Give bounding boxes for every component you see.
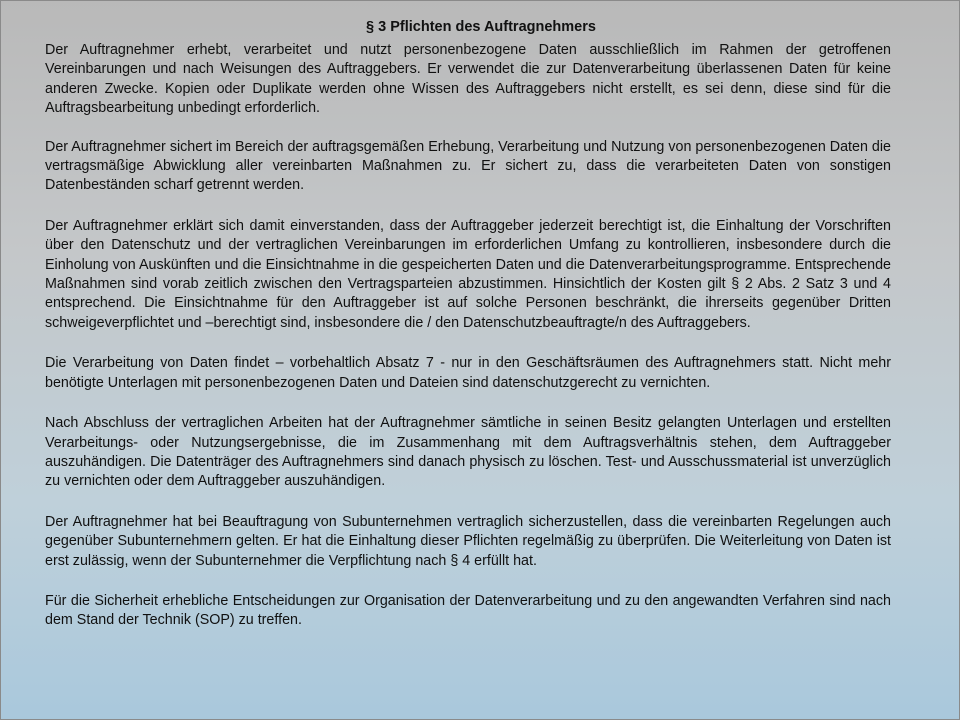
paragraph-3: Der Auftragnehmer erklärt sich damit einverstanden, dass der Auftraggeber jederzeit berechtigt ist, die Einhaltung der Vorschriften über den Datenschutz und der vertraglichen Vereinbarungen im erforderlichen Umfang zu kontrollieren, insbesondere durch die Einholung von Auskünften und die Einsichtnahme in die gespeicherten Daten und die Datenverarbeitungsprogramme. Entsprechende Maßnahmen sind vorab zeitlich zwischen den Vertragsparteien abzustimmen. Hinsichtlich der Kosten gilt § 2 Abs. 2 Satz 3 und 4 entsprechend. Die Einsichtnahme für den Auftraggeber ist auf solche Personen beschränkt, die ihrerseits gegenüber Dritten schweigeverpflichtet und –berechtigt sind, insbesondere die / den Datenschutzbeauftragte/n des Auftraggebers. [45, 217, 891, 331]
section-title: § 3 Pflichten des Auftragnehmers [366, 19, 596, 35]
paragraph-6: Der Auftragnehmer hat bei Beauftragung von Subunternehmen vertraglich sicherzustellen, dass die vereinbarten Regelungen auch gegenüber Subunternehmern gelten. Er hat die Einhaltung dieser Pflichten regelmäßig zu überprüfen. Die Weiterleitung von Daten ist erst zulässig, wenn der Subunternehmer die Verpflichtung nach § 4 erfüllt hat. [45, 513, 891, 569]
section-body [45, 41, 891, 652]
paragraph-1: Der Auftragnehmer erhebt, verarbeitet und nutzt personenbezogene Daten ausschließlich im Rahmen der getroffenen Vereinbarungen und nach Weisungen des Auftraggebers. Er verwendet die zur Datenverarbeitung überlassenen Daten für keine anderen Zwecke. Kopien oder Duplikate werden ohne Wissen des Auftraggebers nicht erstellt, es sei denn, diese sind für die Auftragsbearbeitung unbedingt erforderlich. [45, 42, 891, 117]
paragraph-4: Die Verarbeitung von Daten findet – vorbehaltlich Absatz 7 - nur in den Geschäftsräumen des Auftragnehmers statt. Nicht mehr benötigte Unterlagen mit personenbezogenen Daten und Dateien sind datenschutzgerecht zu vernichten. [45, 355, 891, 391]
paragraph-2: Der Auftragnehmer sichert im Bereich der auftragsgemäßen Erhebung, Verarbeitung und Nutzung von personenbezogenen Daten die vertragsmäßige Abwicklung aller vereinbarten Maßnahmen zu. Er sichert zu, dass die verarbeiteten Daten von sonstigen Datenbeständen scharf getrennt werden. [45, 138, 891, 194]
paragraph-5: Nach Abschluss der vertraglichen Arbeiten hat der Auftragnehmer sämtliche in seinen Besitz gelangten Unterlagen und erstellten Verarbeitungs- oder Nutzungsergebnisse, die im Zusammenhang mit dem Auftragsverhältnis stehen, dem Auftraggeber auszuhändigen. Die Datenträger des Auftragnehmers sind danach physisch zu löschen. Test- und Ausschussmaterial ist unverzüglich zu vernichten oder dem Auftraggeber auszuhändigen. [45, 415, 891, 490]
paragraph-7: Für die Sicherheit erhebliche Entscheidungen zur Organisation der Datenverarbeitung und zu den angewandten Verfahren sind nach dem Stand der Technik (SOP) zu treffen. [45, 592, 891, 629]
